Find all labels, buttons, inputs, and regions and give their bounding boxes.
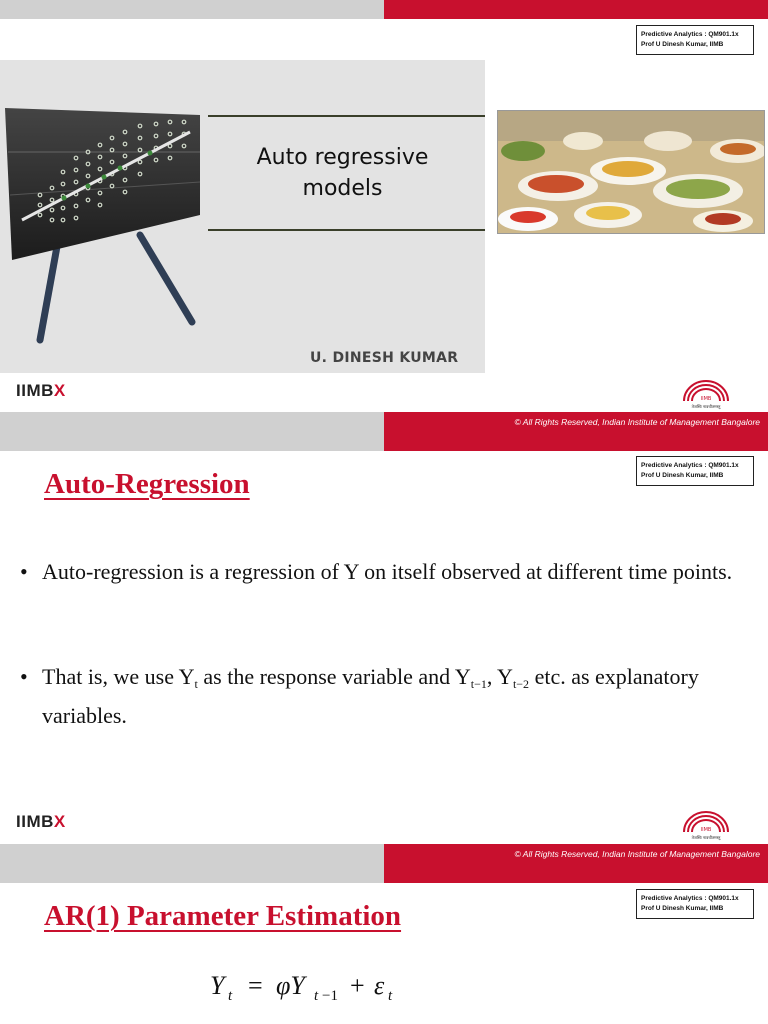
svg-text:Y: Y (210, 971, 225, 1000)
food-photo-image (498, 111, 764, 233)
bullet-2-text: That is, we use $Y_t$ as the response variable and $Y_{t-1}$, $Y_{t-2}$ etc. as explanatory variables. (42, 664, 699, 728)
course-code: Predictive Analytics : QM901.1x (641, 31, 739, 38)
svg-text:φY: φY (276, 971, 305, 1000)
bullet-2 (20, 661, 760, 728)
slide-title: Auto-Regression (44, 468, 250, 500)
course-professor: Prof U Dinesh Kumar, IIMB (641, 472, 724, 479)
iimbx-logo (16, 812, 66, 832)
slide-2-top-bar (0, 432, 768, 451)
food-buffet-photo (497, 110, 765, 234)
logo-text: IIMB (16, 812, 54, 831)
logo-x: X (53, 812, 66, 831)
slide-2-footer (0, 804, 768, 844)
svg-text:+: + (350, 971, 365, 1000)
svg-text:−1: −1 (322, 988, 338, 1004)
slide-1 (0, 0, 768, 432)
slide-1-footer (0, 373, 768, 413)
course-code: Predictive Analytics : QM901.1x (641, 462, 739, 469)
presentation-title-line2: models (302, 176, 383, 201)
slide-1-bottom-bar (0, 412, 768, 432)
bullet-dot: • (20, 664, 28, 689)
slide-title: AR(1) Parameter Estimation (44, 900, 402, 932)
slide-3 (0, 864, 768, 1024)
presentation-title-line1: Auto regressive (256, 145, 429, 170)
svg-text:=: = (248, 971, 263, 1000)
presentation-title (215, 142, 470, 204)
emblem-text: IIMB (700, 827, 712, 833)
copyright-text: © All Rights Reserved, Indian Institute of Management Bangalore (384, 412, 768, 432)
ar1-equation (200, 964, 430, 1010)
iimbx-logo (16, 381, 66, 401)
svg-text:t: t (388, 988, 393, 1004)
course-info-box (636, 889, 754, 919)
slide-2 (0, 432, 768, 864)
course-professor: Prof U Dinesh Kumar, IIMB (641, 41, 724, 48)
logo-x: X (53, 381, 66, 400)
slide-2-bottom-bar (0, 844, 768, 864)
iimb-emblem-icon (680, 808, 732, 842)
svg-text:t: t (314, 988, 319, 1004)
emblem-hindi: तेजस्वि नावधीतमस्तु (691, 835, 721, 840)
slide-3-top-bar (0, 864, 768, 883)
bullet-1 (20, 556, 760, 620)
author-name: U. DINESH KUMAR (310, 350, 459, 366)
chart-board-illustration (0, 60, 485, 373)
course-code: Predictive Analytics : QM901.1x (641, 895, 739, 902)
emblem-text: IIMB (700, 396, 712, 402)
bullet-dot: • (20, 559, 28, 584)
course-info-box (636, 456, 754, 486)
iimb-emblem-icon (680, 377, 732, 411)
course-professor: Prof U Dinesh Kumar, IIMB (641, 905, 724, 912)
emblem-hindi: तेजस्वि नावधीतमस्तु (691, 404, 721, 409)
svg-text:ε: ε (374, 971, 385, 1000)
copyright-text: © All Rights Reserved, Indian Institute of Management Bangalore (384, 844, 768, 864)
logo-text: IIMB (16, 381, 54, 400)
svg-text:t: t (228, 988, 233, 1004)
course-info-box (636, 25, 754, 55)
bullet-1-text: Auto-regression is a regression of Y on itself observed at different time points. (42, 559, 733, 584)
title-banner (0, 60, 485, 373)
slide-1-top-bar (0, 0, 768, 19)
